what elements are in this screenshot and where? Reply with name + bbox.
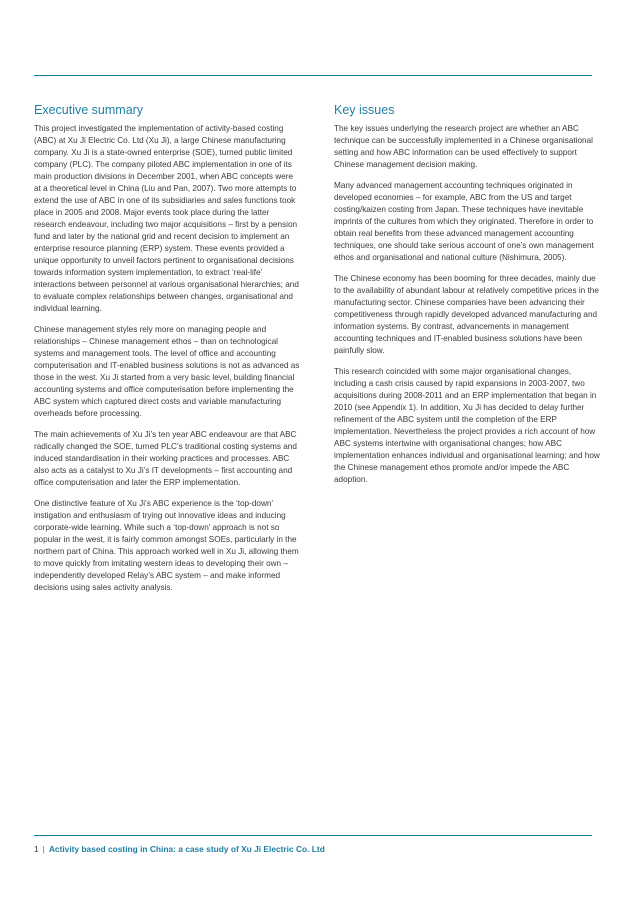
key-issues-heading: Key issues (334, 103, 395, 117)
executive-summary-paragraph-1: This project investigated the implementation of activity-based costing (ABC) at Xu Ji Electric Co. Ltd (Xu Ji), a large Chinese manufacturing company. Xu Ji is a state-owned enterprise (SOE), turned public limited company (PLC). The company piloted ABC implementation in one of its main production divisions in December 2001, when ABC concepts were at a theoretical level in China (Liu and Pan, 2007). Two more attempts to extend the use of ABC in one of its subsidiaries and sales functions took place in 2005 and 2008. Major events took place during the latter research endeavour, including two major acquisitions – first by a pension fund and later by the national grid and recent decision to implement an enterprise resource planning (ERP) system. These events provided a unique opportunity to unveil factors pertinent to organisational decisions towards information system implementation, to extract ‘real-life’ interactions between personnel at various organisational hierarchies; and to evaluate complex relationships between changes, organisational and individual learning. (34, 124, 299, 313)
key-issues-paragraph-4: This research coincided with some major organisational changes, including a cash crisis caused by rapid expansions in 2003-2007, two acquisitions during 2008-2011 and an ERP implementation that began in 2010 (see Appendix 1). In addition, Xu Ji has decided to delay further refinement of the ABC system until the completion of the ERP implementation. Nevertheless the project provides a rich account of how ABC systems intertwine with organisational changes; how ABC implementation enhances individual and organisational learning; and how the Chinese management ethos promote and/or impede the ABC adoption. (334, 367, 600, 484)
executive-summary-paragraph-4: One distinctive feature of Xu Ji’s ABC experience is the ‘top-down’ instigation and enthusiasm of trying out innovative ideas and inducing corporate-wide learning. While such a ‘top-down’ approach is not so popular in the west, it is fairly common amongst SOEs, particularly in the northern part of China. This approach worked well in Xu Ji, allowing them to move quickly from imitating western ideas to developing their own – independently developed Relay’s ABC system – and make informed decisions using sales activity analysis. (34, 499, 299, 592)
key-issues-paragraph-2: Many advanced management accounting techniques originated in developed economies – for example, ABC from the US and target costing/kaizen costing from Japan. These techniques have inevitable imprints of the cultures from which they originated. Therefore in order to obtain real benefits from these advanced management accounting techniques, one should take serious account of one’s own management ethos and organisational and national culture (Nishimura, 2005). (334, 181, 594, 262)
top-divider (34, 75, 592, 76)
bottom-divider (34, 835, 592, 836)
executive-summary-heading: Executive summary (34, 103, 144, 117)
executive-summary-paragraph-2: Chinese management styles rely more on managing people and relationships – Chinese management ethos – than on technological systems and management tools. The level of office and accounting computerisation and IT-enabled business solutions is not as advanced as those in the west. Xu Ji started from a very basic level, building financial accounting systems and office computerisation before implementing the ABC system which captured direct costs and variable manufacturing overheads before processing. (34, 325, 300, 418)
key-issues-paragraph-1: The key issues underlying the research project are whether an ABC technique can be successfully implemented in a Chinese organisational setting and how ABC information can be used effectively to support Chinese management decision making. (334, 124, 593, 169)
footer-separator: | (42, 844, 45, 854)
executive-summary-section (34, 103, 302, 603)
page-number: 1 (34, 844, 39, 854)
key-issues-section (334, 103, 602, 495)
footer-document-title: Activity based costing in China: a case study of Xu Ji Electric Co. Ltd (48, 844, 325, 854)
key-issues-paragraph-3: The Chinese economy has been booming for three decades, mainly due to the availability of abundant labour at relatively competitive prices in the manufacturing sector. Chinese companies have been advancing their competitiveness through rapidly developed advanced manufacturing and information systems. By contrast, advancements in management accounting techniques and IT-enabled business solutions have been painfully slow. (334, 274, 599, 355)
executive-summary-paragraph-3: The main achievements of Xu Ji’s ten year ABC endeavour are that ABC radically changed the SOE, turned PLC’s traditional costing systems and induced standardisation in their working practices and processes. ABC also acts as a catalyst to Xu Ji’s IT developments – first accounting and office computerisation and later the ERP implementation. (34, 430, 297, 487)
page-footer (34, 844, 325, 854)
